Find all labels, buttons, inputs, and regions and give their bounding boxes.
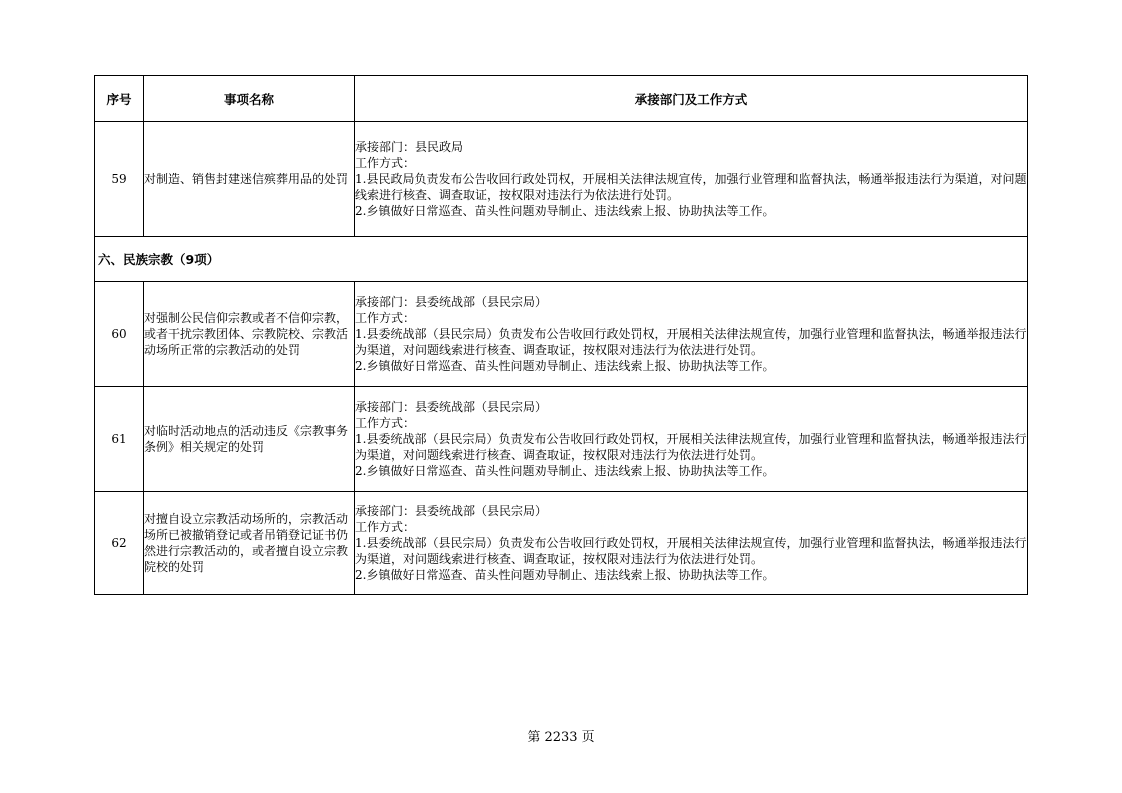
method-line-1: 1.县委统战部（县民宗局）负责发布公告收回行政处罚权，开展相关法律法规宣传，加强行业管理和监督执法，畅通举报违法行为渠道，对问题线索进行核查、调查取证，按权限对违法行为依法进行处罚。: [355, 327, 1027, 357]
item-name: 对强制公民信仰宗教或者不信仰宗教，或者干扰宗教团体、宗教院校、宗教活动场所正常的宗教活动的处罚: [144, 282, 355, 387]
method-line-1: 1.县委统战部（县民宗局）负责发布公告收回行政处罚权，开展相关法律法规宣传，加强行业管理和监督执法，畅通举报违法行为渠道，对问题线索进行核查、调查取证，按权限对违法行为依法进行处罚。: [355, 536, 1027, 566]
item-name: 对临时活动地点的活动违反《宗教事务条例》相关规定的处罚: [144, 387, 355, 492]
header-item-name: 事项名称: [144, 76, 355, 122]
dept-method-cell: [355, 122, 1028, 237]
method-line-2: 2.乡镇做好日常巡查、苗头性问题劝导制止、违法线索上报、协助执法等工作。: [355, 359, 775, 373]
dept-line: 承接部门：县委统战部（县民宗局）: [355, 504, 548, 518]
item-name: 对擅自设立宗教活动场所的，宗教活动场所已被撤销登记或者吊销登记证书仍然进行宗教活动的，或者擅自设立宗教院校的处罚: [144, 492, 355, 595]
row-number: 60: [95, 282, 144, 387]
header-dept-method: 承接部门及工作方式: [355, 76, 1028, 122]
item-name: 对制造、销售封建迷信殡葬用品的处罚: [144, 122, 355, 237]
method-label: 工作方式：: [355, 311, 416, 325]
method-line-2: 2.乡镇做好日常巡查、苗头性问题劝导制止、违法线索上报、协助执法等工作。: [355, 204, 775, 218]
dept-line: 承接部门：县民政局: [355, 140, 464, 154]
header-seq: 序号: [95, 76, 144, 122]
method-line-1: 1.县民政局负责发布公告收回行政处罚权，开展相关法律法规宣传，加强行业管理和监督执法，畅通举报违法行为渠道，对问题线索进行核查、调查取证，按权限对违法行为依法进行处罚。: [355, 172, 1027, 202]
dept-method-cell: [355, 282, 1028, 387]
table-row: [95, 282, 1028, 387]
row-number: 59: [95, 122, 144, 237]
row-number: 61: [95, 387, 144, 492]
table-row: [95, 492, 1028, 595]
table-row: [95, 122, 1028, 237]
method-line-2: 2.乡镇做好日常巡查、苗头性问题劝导制止、违法线索上报、协助执法等工作。: [355, 464, 775, 478]
dept-line: 承接部门：县委统战部（县民宗局）: [355, 295, 548, 309]
method-label: 工作方式：: [355, 416, 416, 430]
method-label: 工作方式：: [355, 156, 416, 170]
table-row: [95, 387, 1028, 492]
table-header-row: [95, 76, 1028, 122]
method-label: 工作方式：: [355, 520, 416, 534]
section-title: 六、民族宗教（9项）: [95, 237, 1028, 282]
dept-method-cell: [355, 492, 1028, 595]
row-number: 62: [95, 492, 144, 595]
items-table: [94, 75, 1028, 595]
method-line-1: 1.县委统战部（县民宗局）负责发布公告收回行政处罚权，开展相关法律法规宣传，加强行业管理和监督执法，畅通举报违法行为渠道，对问题线索进行核查、调查取证，按权限对违法行为依法进行处罚。: [355, 432, 1027, 462]
page-number: 第 2233 页: [527, 730, 595, 745]
method-line-2: 2.乡镇做好日常巡查、苗头性问题劝导制止、违法线索上报、协助执法等工作。: [355, 568, 775, 582]
dept-line: 承接部门：县委统战部（县民宗局）: [355, 400, 548, 414]
section-row: [95, 237, 1028, 282]
dept-method-cell: [355, 387, 1028, 492]
